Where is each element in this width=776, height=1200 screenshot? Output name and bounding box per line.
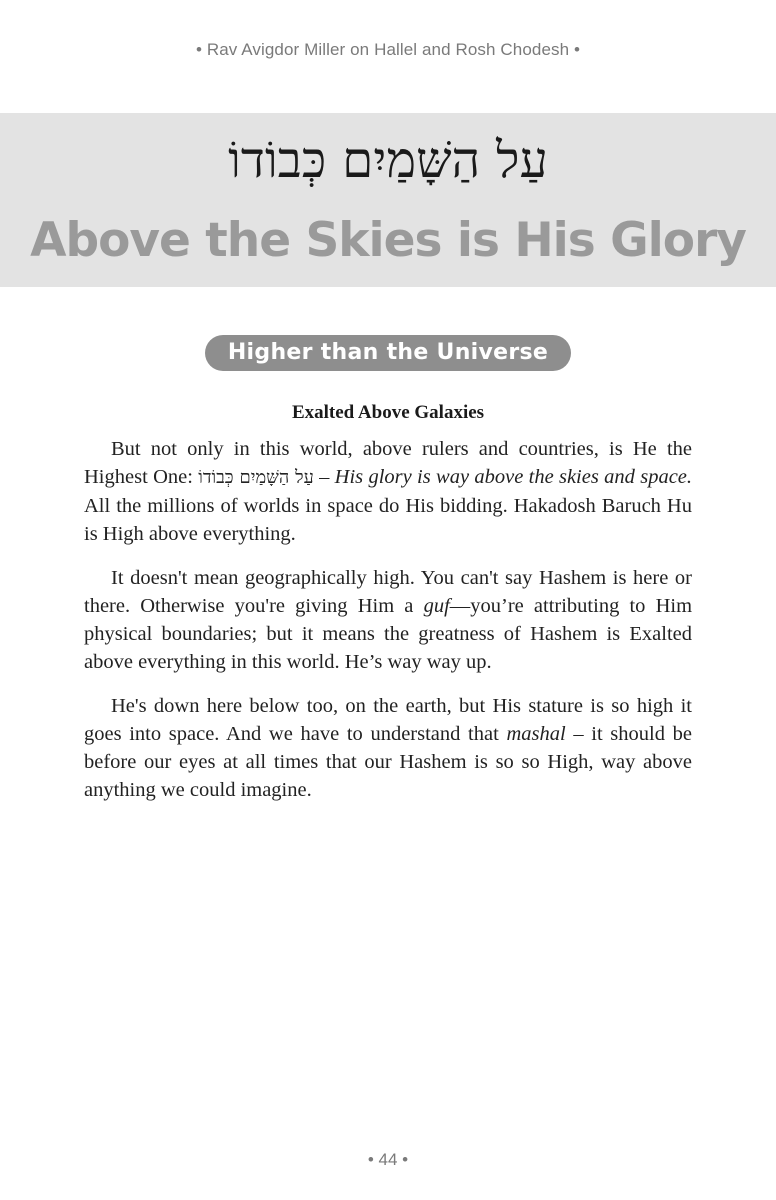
english-chapter-title: Above the Skies is His Glory [30, 213, 746, 268]
page-number: • 44 • [367, 1150, 409, 1169]
running-header: • Rav Avigdor Miller on Hallel and Rosh Chodesh • [195, 40, 581, 59]
subheading: Exalted Above Galaxies [291, 402, 485, 423]
chapter-title-band [0, 113, 776, 287]
paragraph-1-dash: – [313, 466, 335, 488]
paragraph-2 [84, 564, 692, 676]
paragraph-2-text-a: It doesn't mean geographically high. You can't say Hashem is here or there. Otherwise you're giving Him a [84, 567, 692, 617]
paragraph-3-italic: mashal [506, 723, 566, 745]
paragraph-2-italic: guf [423, 595, 450, 617]
paragraph-1-italic: His glory is way above the skies and space. [334, 466, 693, 488]
paragraph-3-text-a: He's down here below too, on the earth, but His stature is so high it goes into space. And we have to understand that [84, 695, 692, 745]
hebrew-chapter-title: עַל הַשָּׁמַיִם כְּבוֹדוֹ [228, 131, 548, 189]
section-heading-pill: Higher than the Universe [205, 335, 571, 371]
paragraph-3 [84, 692, 692, 804]
paragraph-1-text-a: But not only in this world, above rulers and countries, is He the Highest One: [84, 438, 692, 488]
paragraph-1-hebrew-quote: עַל הַשָּׁמַיִם כְּבוֹדוֹ [198, 467, 314, 488]
body-text [84, 435, 692, 820]
paragraph-2-text-b: —you’re attributing to Him physical boundaries; but it means the greatness of Hashem is Exalted above everything in this world. He’s way way up. [84, 595, 693, 673]
paragraph-1-text-b: All the millions of worlds in space do His bidding. Hakadosh Baruch Hu is High above everything. [84, 495, 692, 545]
paragraph-1 [84, 435, 692, 548]
paragraph-3-text-b: – it should be before our eyes at all times that our Hashem is so so High, way above anything we could imagine. [84, 723, 692, 801]
